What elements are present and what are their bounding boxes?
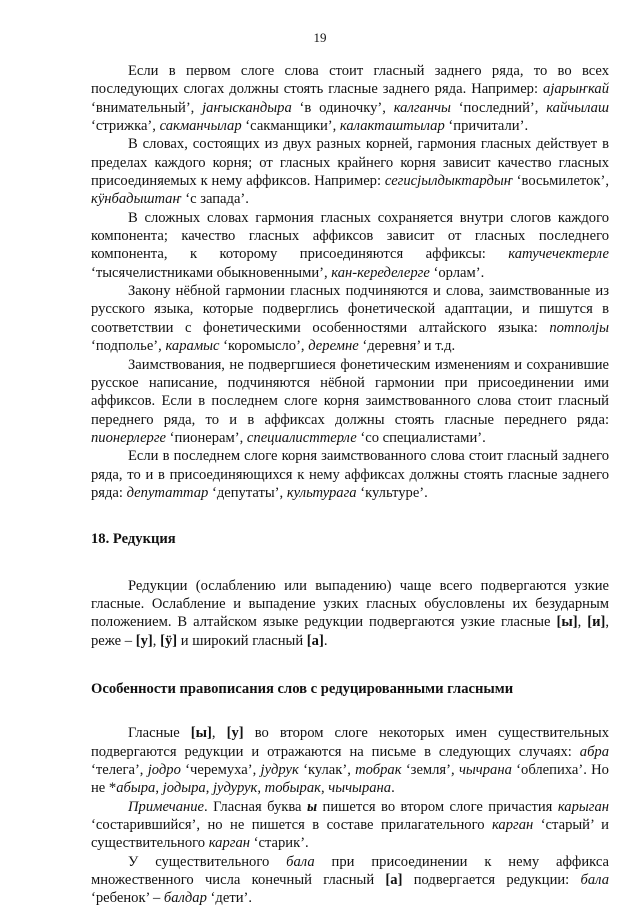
document-body	[91, 62, 609, 908]
paragraph-compound-words: В сложных словах гармония гласных сохраняется внутри слогов каждого компонента; качество гласных аффиксов зависит от гласных последнего компонента, к которому присоединяются аффиксы: катучечектерле ‘тысячелистниками обыкновенными’, кан-кеределерге ‘орлам’.	[91, 209, 609, 281]
paragraph-reduction: Редукции (ослаблению или выпадению) чаще всего подвергаются узкие гласные. Ослабление и выпадение узких гласных обусловлены их безударным положением. В алтайском языке редукции подвергаются узкие гласные [ы], [и], реже – [у], [ӱ] и широкий гласный [а].	[91, 577, 609, 649]
paragraph-note: Примечание. Гласная буква ы пишется во втором слоге причастия карыган ‘состарившийся’, но не пишется в составе прилагательного карган ‘старый’ и существительного карган ‘старик’.	[91, 798, 609, 852]
paragraph-reduced-vowels: Гласные [ы], [у] во втором слоге некоторых имен существительных подвергаются редукции и отражаются на письме в следующих случаях: абра ‘телега’, јодро ‘черемуха’, јудрук ‘кулак’, тобрак ‘земля’, чычрана ‘облепиха’. Но не *абыра, јодыра, јудурук, тобырак, чычырана.	[91, 725, 609, 797]
paragraph-russian-loans: Закону нёбной гармонии гласных подчиняются и слова, заимствованные из русского языка, которые подверглись фонетической адаптации, и пишутся в соответствии с фонетическими особенностями алтайского языка: потполјы ‘подполье’, карамыс ‘коромысло’, деремне ‘деревня’ и т.д.	[91, 283, 609, 355]
subsection-title: Особенности правописания слов с редуцированными гласными	[91, 680, 514, 697]
paragraph-two-roots: В словах, состоящих из двух разных корней, гармония гласных действует в пределах каждого корня; от гласных крайнего корня зависит качество гласных присоединяемых к нему аффиксов. Например: сегисјылдыктардыҥ ‘восьмилеток’, кӱнбадыштаҥ ‘с запада’.	[91, 136, 610, 208]
paragraph-back-vowels: Если в первом слоге слова стоит гласный заднего ряда, то во всех последующих слогах должны стоять гласные заднего ряда. Например: ајарыҥкай ‘внимательный’, јаҥыскандыра ‘в одиночку’, калганчы ‘последний’, кайчылаш ‘стрижка’, сакманчылар ‘сакманщики’, калакташтылар ‘причитали’.	[91, 63, 609, 135]
paragraph-bala: У существительного бала при присоединении к нему аффикса множественного числа конечный гласный [а] подвергается редукции: бала ‘ребенок’ – балдар ‘дети’.	[91, 853, 609, 907]
paragraph-loans-front: Заимствования, не подвергшиеся фонетическим изменениям и сохранившие русское написание, подчиняются нёбной гармонии при присоединении ими аффиксов. Если в последнем слоге корня заимствованного слова стоит гласный переднего ряда, то и в аффиксах должны стоять гласные переднего ряда: пионерлерге ‘пионерам’, специалисттерле ‘со специалистами’.	[91, 356, 609, 446]
page-number: 19	[313, 30, 327, 45]
paragraph-loans-back: Если в последнем слоге корня заимствованного слова стоит гласный заднего ряда, то и в присоединяющихся к нему аффиксах должны стоять гласные заднего ряда: депутаттар ‘депутаты’, культурага ‘культуре’.	[91, 448, 609, 501]
section-title: 18. Редукция	[91, 531, 176, 548]
